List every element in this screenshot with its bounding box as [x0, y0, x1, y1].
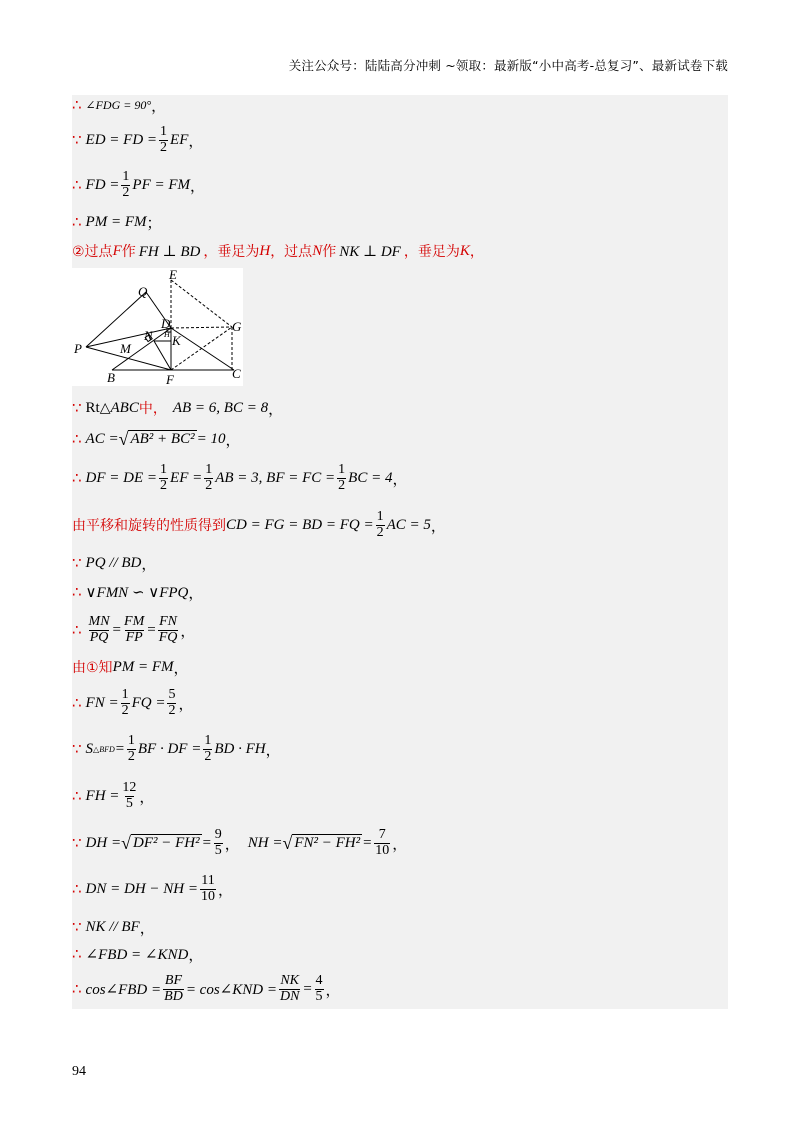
because-symbol: ∵	[72, 554, 82, 572]
math-expression: AB = 6, BC = 8	[172, 399, 269, 416]
therefore-symbol: ∴	[72, 583, 82, 601]
fraction: $\frac{MN}{PQ}$	[88, 613, 110, 645]
step-line-13: 由①知 PM = FM ，	[72, 658, 189, 677]
page-header: 关注公众号：陆陆高分冲刺 ~领取：最新版“小中高考-总复习”、最新试卷下载	[288, 58, 728, 73]
therefore-symbol: ∴	[72, 96, 82, 114]
fraction: $\frac{FN}{FQ}$	[158, 613, 178, 645]
step-line-7: ∴ AC = √ AB² + BC² = 10 ，	[72, 429, 241, 449]
fraction: $\frac{FM}{FP}$	[124, 613, 145, 645]
because-symbol: ∵	[72, 918, 82, 936]
math-expression: PF = FM	[132, 176, 191, 193]
punctuation: ，	[180, 623, 196, 640]
therefore-symbol: ∴	[72, 694, 82, 712]
punctuation: ，	[430, 518, 446, 535]
therefore-symbol: ∴	[72, 430, 82, 448]
square-root: √ AB² + BC²	[118, 429, 195, 449]
punctuation: ，	[392, 471, 408, 488]
fraction: $\frac{12}{5}$	[122, 779, 137, 811]
punctuation: ；	[146, 215, 162, 232]
step-line-5: ②过点 F 作 FH ⊥ BD ，垂足为 H ，过点 N 作 NK ⊥ DF ，垂足为 K ，	[72, 242, 484, 260]
label-b: B	[107, 370, 115, 385]
step-line-20: ∴ ∠FBD = ∠KND ，	[72, 945, 204, 964]
math-expression: PM = FM	[85, 213, 147, 230]
label-n: N	[144, 328, 153, 343]
step-line-12: ∴ $\frac{MN}{PQ}$ = $\frac{FM}{FP}$ = $\frac{FN}{FQ}$ ，	[72, 613, 196, 645]
step-line-6: ∵ Rt △ ABC 中， AB = 6, BC = 8 ，	[72, 399, 284, 418]
punctuation: ，	[265, 742, 281, 759]
punctuation: ，	[218, 882, 234, 899]
therefore-symbol: ∴	[72, 621, 82, 639]
therefore-symbol: ∴	[72, 176, 82, 194]
therefore-symbol: ∴	[72, 980, 82, 998]
fraction: $\frac{1}{2}$	[205, 461, 213, 493]
punctuation: ，	[392, 836, 408, 853]
fraction: $\frac{7}{10}$	[375, 826, 390, 858]
fraction: $\frac{1}{2}$	[122, 168, 130, 200]
punctuation: ，	[151, 98, 167, 115]
punctuation: ，	[225, 432, 241, 449]
step-line-4	[72, 212, 162, 232]
punctuation: ，	[139, 920, 155, 937]
step-line-11: ∴ ∨FMN ∽ ∨FPQ ，	[72, 583, 204, 602]
label-c: C	[232, 366, 241, 381]
step-line-15: ∵ S △BFD = $\frac{1}{2}$ BF · DF = $\frac{1}{2}$ BD · FH ，	[72, 732, 281, 764]
step-line-14: ∴ FN = $\frac{1}{2}$ FQ = $\frac{5}{2}$ ，	[72, 686, 194, 718]
label-m: M	[120, 341, 131, 356]
because-symbol: ∵	[72, 834, 82, 852]
math-expression: EF	[170, 131, 189, 148]
fraction: $\frac{1}{2}$	[338, 461, 346, 493]
fraction: $\frac{1}{2}$	[160, 123, 168, 155]
therefore-symbol: ∴	[72, 469, 82, 487]
fraction: $\frac{1}{2}$	[127, 732, 135, 764]
step-line-9: 由平移和旋转的性质得到 CD = FG = BD = FQ = $\frac{1}{2}$ AC = 5 ，	[72, 508, 446, 540]
math-expression: FH ⊥ BD	[138, 243, 201, 260]
step-line-19: ∵ NK // BF ，	[72, 918, 155, 937]
fraction: $\frac{11}{10}$	[201, 872, 216, 904]
step-line-2	[72, 123, 203, 157]
punctuation: ，	[173, 660, 189, 677]
math-expression: ED = FD =	[85, 131, 158, 148]
fraction: $\frac{BF}{BD}$	[164, 972, 183, 1004]
label-p: P	[74, 341, 82, 356]
step-line-21: ∴ cos∠FBD = $\frac{BF}{BD}$ = cos∠KND = $\frac{NK}{DN}$ = $\frac{4}{5}$ ，	[72, 972, 341, 1004]
punctuation: ，	[188, 585, 204, 602]
step-line-10: ∵ PQ // BD ，	[72, 554, 157, 573]
punctuation: ，	[325, 982, 341, 999]
fraction: $\frac{4}{5}$	[315, 972, 323, 1004]
punctuation: ，	[139, 789, 155, 806]
step-line-16: ∴ FH = $\frac{12}{5}$ ，	[72, 779, 155, 811]
because-symbol: ∵	[72, 740, 82, 758]
label-e: E	[169, 268, 177, 282]
therefore-symbol: ∴	[72, 213, 82, 231]
step-line-17: ∵ DH = √ DF² − FH² = $\frac{9}{5}$ ， NH = √ FN² − FH² = $\frac{7}{10}$ ，	[72, 826, 408, 858]
step-line-3	[72, 168, 205, 202]
geometry-figure	[72, 268, 243, 386]
fraction: $\frac{NK}{DN}$	[279, 972, 300, 1004]
punctuation: ，	[188, 133, 204, 150]
geometry-diagram	[72, 268, 243, 386]
punctuation: ，	[188, 947, 204, 964]
step-line-8: ∴ DF = DE = $\frac{1}{2}$ EF = $\frac{1}{2}$ AB = 3, BF = FC = $\frac{1}{2}$ BC = 4 ，	[72, 461, 408, 493]
punctuation: ，	[178, 696, 194, 713]
punctuation: ，	[141, 556, 157, 573]
label-k: K	[172, 333, 181, 348]
because-symbol: ∵	[72, 399, 82, 417]
label-h: H	[164, 330, 170, 339]
punctuation: ，	[190, 178, 206, 195]
step-line-18: ∴ DN = DH − NH = $\frac{11}{10}$ ，	[72, 872, 234, 904]
therefore-symbol: ∴	[72, 787, 82, 805]
page-number: 94	[72, 1064, 86, 1079]
punctuation: ，	[268, 401, 284, 418]
math-expression: FD =	[85, 176, 120, 193]
square-root: √ FN² − FH²	[282, 833, 361, 853]
label-g: G	[232, 319, 242, 334]
fraction: $\frac{1}{2}$	[376, 508, 384, 540]
fraction: $\frac{1}{2}$	[121, 686, 129, 718]
label-q: Q	[138, 284, 148, 299]
step-line-1	[72, 96, 166, 114]
math-expression: ∠FDG = 90°	[85, 97, 152, 112]
square-root: √ DF² − FH²	[121, 833, 200, 853]
therefore-symbol: ∴	[72, 880, 82, 898]
math-expression: NK ⊥ DF	[339, 243, 401, 260]
label-f: F	[166, 372, 174, 386]
fraction: $\frac{5}{2}$	[168, 686, 176, 718]
fraction: $\frac{1}{2}$	[160, 461, 168, 493]
therefore-symbol: ∴	[72, 945, 82, 963]
fraction: $\frac{9}{5}$	[214, 826, 222, 858]
label-d: D	[161, 316, 171, 331]
because-symbol: ∵	[72, 131, 82, 149]
fraction: $\frac{1}{2}$	[204, 732, 212, 764]
